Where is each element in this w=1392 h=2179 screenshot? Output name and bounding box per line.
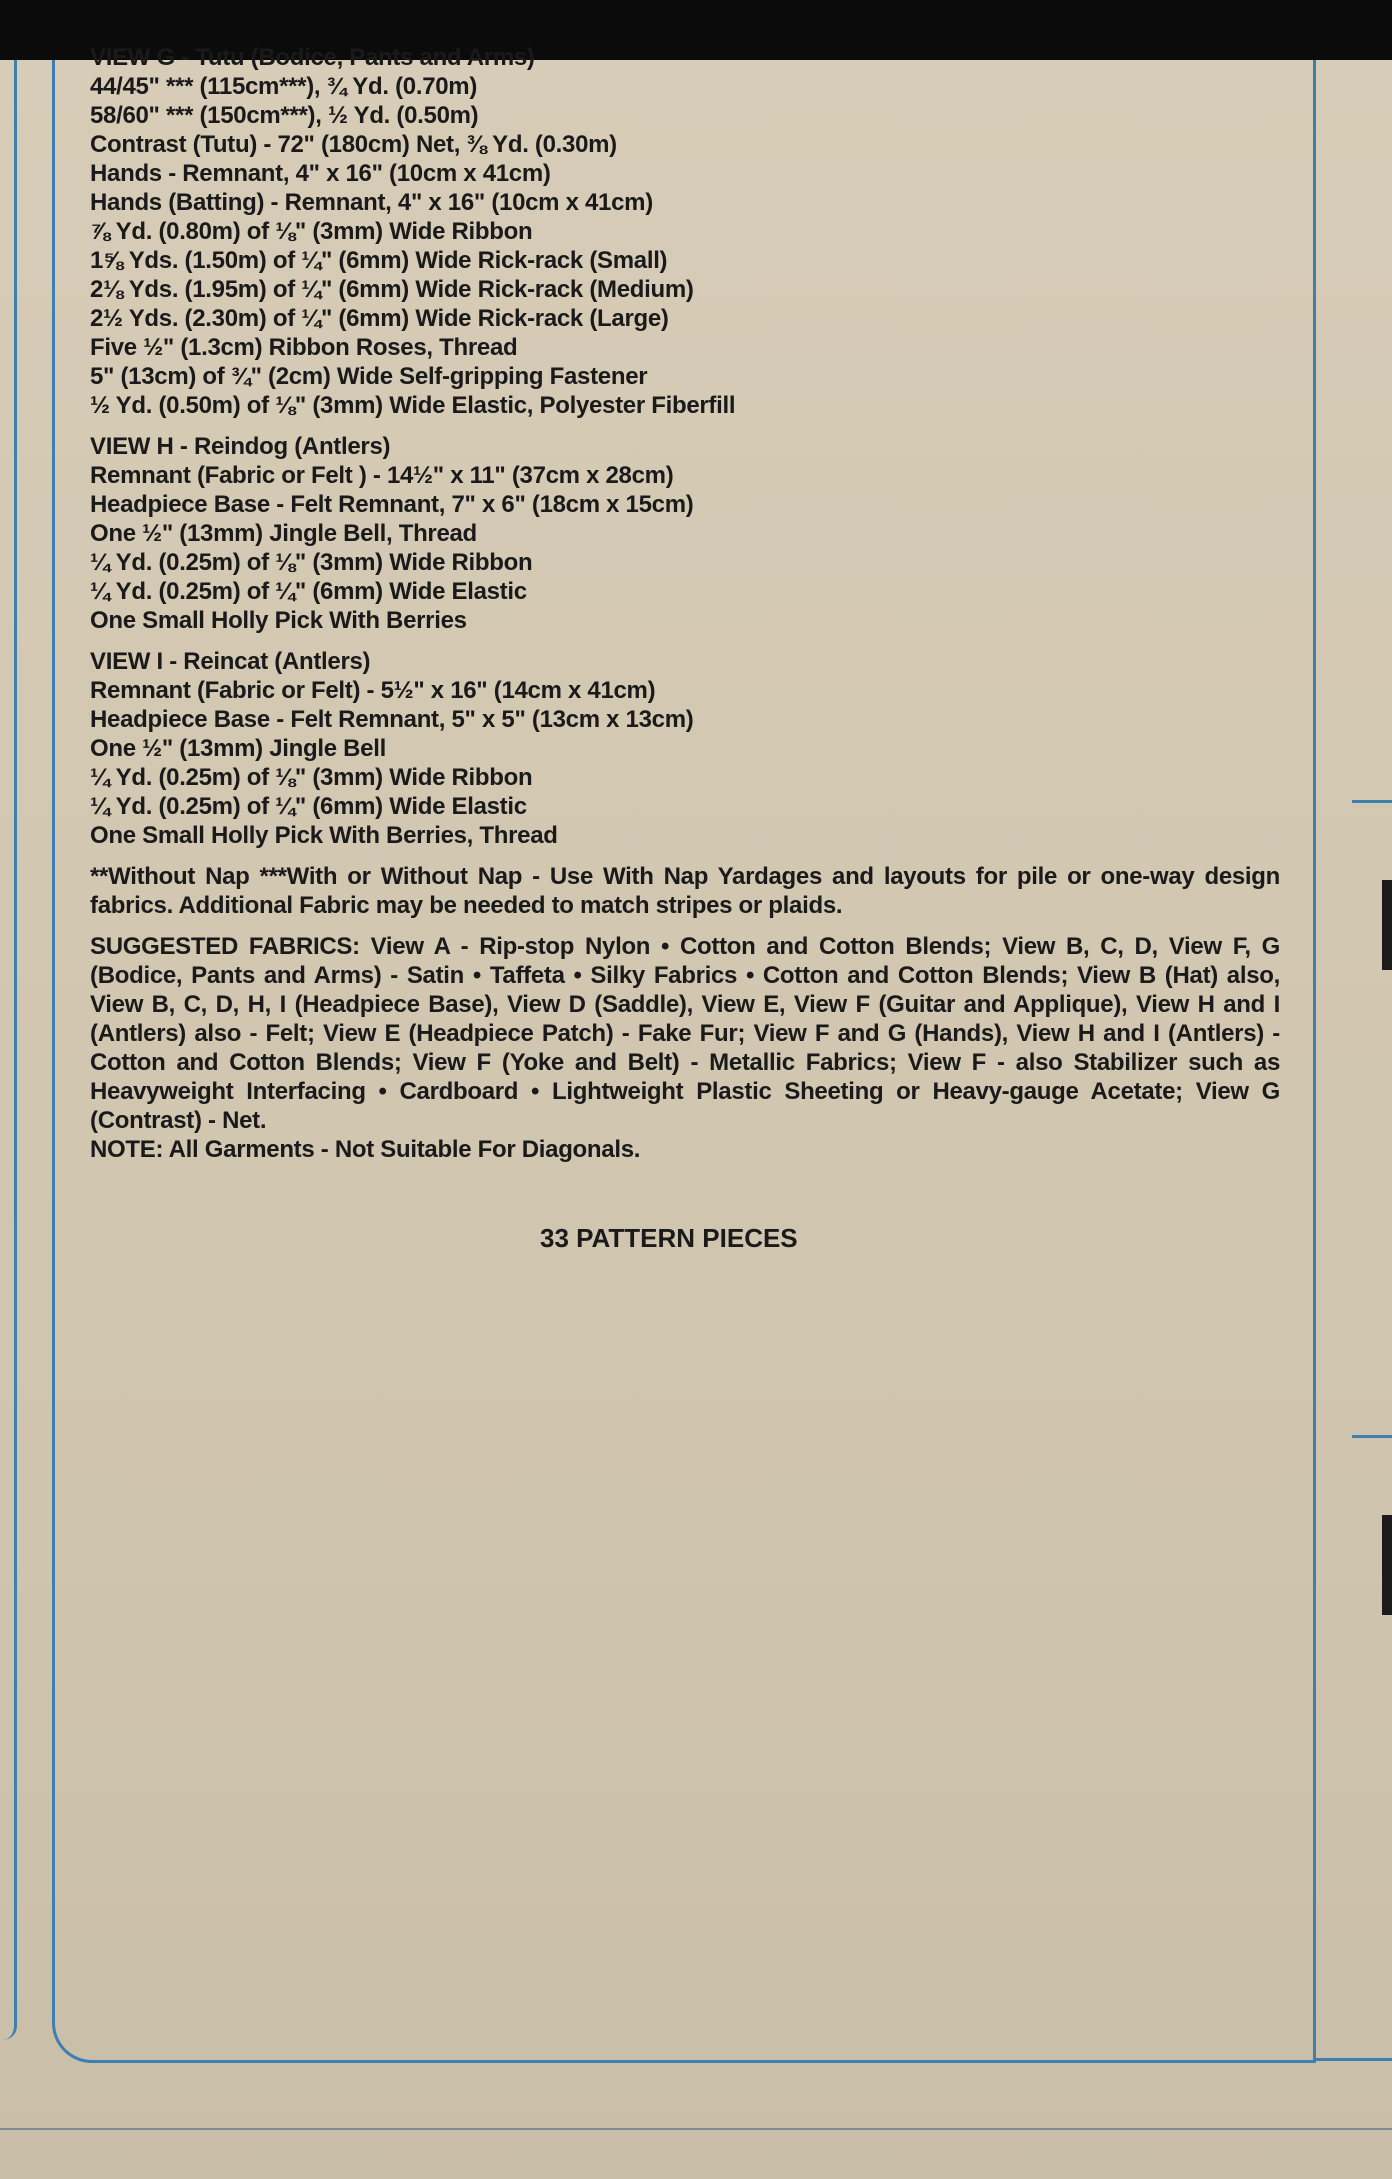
list-item: ½ Yd. (0.50m) of ⅛" (3mm) Wide Elastic, Polyester Fiberfill: [90, 392, 736, 419]
view-i-title: VIEW I - Reincat (Antlers): [90, 648, 371, 675]
list-item: ¼ Yd. (0.25m) of ¼" (6mm) Wide Elastic: [90, 578, 527, 605]
list-item: ¼ Yd. (0.25m) of ¼" (6mm) Wide Elastic: [90, 793, 527, 820]
view-i-block: [90, 647, 1280, 850]
list-item: One ½" (13mm) Jingle Bell, Thread: [90, 520, 477, 547]
list-item: ⅞ Yd. (0.80m) of ⅛" (3mm) Wide Ribbon: [90, 218, 533, 245]
list-item: Hands - Remnant, 4" x 16" (10cm x 41cm): [90, 160, 551, 187]
list-item: Contrast (Tutu) - 72" (180cm) Net, ⅜ Yd. (0.30m): [90, 131, 617, 158]
list-item: One Small Holly Pick With Berries: [90, 607, 467, 634]
view-g-block: [90, 72, 1280, 420]
list-item: 2⅛ Yds. (1.95m) of ¼" (6mm) Wide Rick-rack (Medium): [90, 276, 694, 303]
list-item: Remnant (Fabric or Felt ) - 14½" x 11" (37cm x 28cm): [90, 462, 674, 489]
right-divider-line: [1352, 1435, 1392, 1438]
right-rule: [1316, 2058, 1392, 2061]
suggested-fabrics: SUGGESTED FABRICS: View A - Rip-stop Nylon • Cotton and Cotton Blends; View B, C, D, View F, G (Bodice, Pants and Arms) - Satin • Taffeta • Silky Fabrics • Cotton and Cotton Blends; View B (Hat) also, View B, C, D, H, I (Headpiece Base), View D (Saddle), View E, View F (Guitar and Applique), View H and I (Antlers) also - Felt; View E (Headpiece Patch) - Fake Fur; View F and G (Hands), View H and I (Antlers) - Cotton and Cotton Blends; View F (Yoke and Belt) - Metallic Fabrics; View F - also Stabilizer such as Heavyweight Interfacing • Cardboard • Lightweight Plastic Sheeting or Heavy-gauge Acetate; View G (Contrast) - Net.: [90, 933, 1280, 1134]
view-h-title: VIEW H - Reindog (Antlers): [90, 433, 391, 460]
list-item: 58/60" *** (150cm***), ½ Yd. (0.50m): [90, 102, 479, 129]
right-divider-line: [1352, 800, 1392, 803]
left-panel-border: [0, 60, 17, 2040]
list-item: Five ½" (1.3cm) Ribbon Roses, Thread: [90, 334, 518, 361]
list-item: ¼ Yd. (0.25m) of ⅛" (3mm) Wide Ribbon: [90, 549, 533, 576]
right-edge-mark: [1382, 1515, 1392, 1615]
materials-list: [90, 44, 1280, 1164]
list-item: 1⅝ Yds. (1.50m) of ¼" (6mm) Wide Rick-rack (Small): [90, 247, 668, 274]
list-item: One ½" (13mm) Jingle Bell: [90, 735, 386, 762]
list-item: 5" (13cm) of ¾" (2cm) Wide Self-gripping Fastener: [90, 363, 648, 390]
list-item: Headpiece Base - Felt Remnant, 7" x 6" (18cm x 15cm): [90, 491, 694, 518]
pattern-pieces-count: 33 PATTERN PIECES: [540, 1223, 798, 1253]
list-item: 44/45" *** (115cm***), ¾ Yd. (0.70m): [90, 73, 478, 100]
list-item: One Small Holly Pick With Berries, Thread: [90, 822, 558, 849]
view-h-block: [90, 432, 1280, 635]
view-g-heading-cut: VIEW G - Tutu (Bodice, Pants and Arms): [90, 44, 535, 71]
nap-note: **Without Nap ***With or Without Nap - Use With Nap Yardages and layouts for pile or one-way design fabrics. Additional Fabric may be needed to match stripes or plaids.: [90, 863, 1280, 919]
list-item: Hands (Batting) - Remnant, 4" x 16" (10cm x 41cm): [90, 189, 653, 216]
right-edge-mark: [1382, 880, 1392, 970]
list-item: 2½ Yds. (2.30m) of ¼" (6mm) Wide Rick-rack (Large): [90, 305, 669, 332]
list-item: Headpiece Base - Felt Remnant, 5" x 5" (13cm x 13cm): [90, 706, 694, 733]
list-item: ¼ Yd. (0.25m) of ⅛" (3mm) Wide Ribbon: [90, 764, 533, 791]
diagonals-note: NOTE: All Garments - Not Suitable For Diagonals.: [90, 1136, 641, 1163]
list-item: Remnant (Fabric or Felt) - 5½" x 16" (14cm x 41cm): [90, 677, 656, 704]
bottom-rule: [0, 2128, 1392, 2130]
